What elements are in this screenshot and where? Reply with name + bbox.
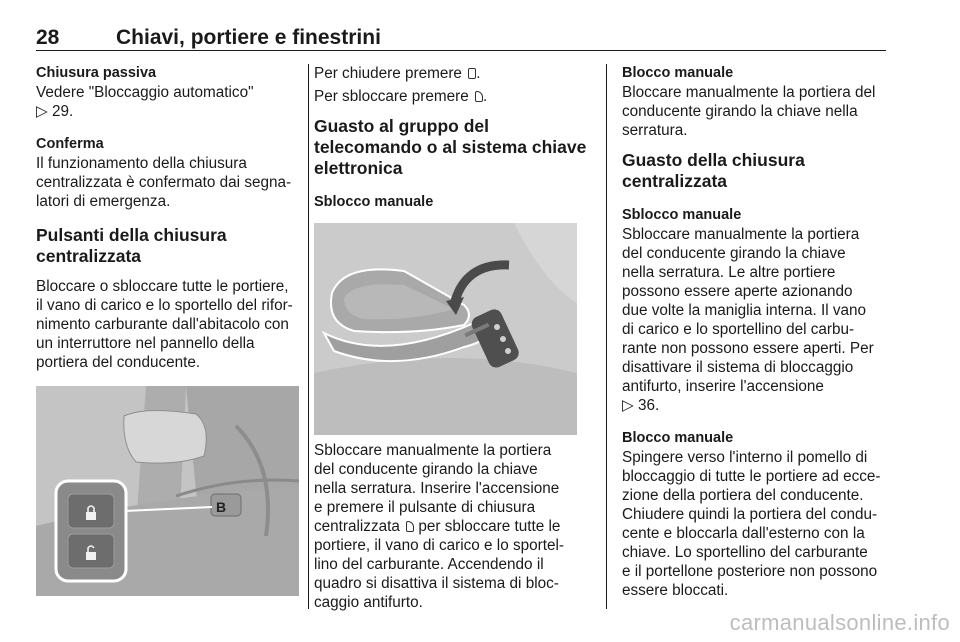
paragraph-line: del conducente girando la chiave bbox=[622, 245, 846, 262]
section-heading: Guasto al gruppo del bbox=[314, 116, 490, 136]
column-middle bbox=[314, 64, 592, 612]
page-number: 28 bbox=[36, 26, 60, 49]
paragraph-line: essere bloccati. bbox=[622, 582, 729, 599]
reference-arrow-icon: ▷ bbox=[622, 397, 634, 414]
paragraph-line: Bloccare manualmente la portiera del bbox=[622, 84, 876, 101]
paragraph-line: conducente girando la chiave nella bbox=[622, 103, 858, 120]
page-title: Chiavi, portiere e finestrini bbox=[116, 26, 381, 49]
paragraph-line: portiera del conducente. bbox=[36, 354, 201, 371]
paragraph-line: centralizzata è confermato dai segna- bbox=[36, 174, 292, 191]
paragraph-line: cente e bloccarla dall'esterno con la bbox=[622, 525, 865, 542]
section-heading: Chiusura passiva bbox=[36, 65, 157, 81]
lock-icon bbox=[468, 68, 476, 79]
figure-door-handle-key bbox=[314, 223, 577, 435]
section-heading: centralizzata bbox=[36, 246, 142, 266]
paragraph-line: ▷ 29. bbox=[36, 103, 74, 120]
paragraph-line: nella serratura. Le altre portiere bbox=[622, 264, 836, 281]
column-right bbox=[622, 64, 888, 600]
paragraph-line: un interruttore nel pannello della bbox=[36, 335, 255, 352]
paragraph-line: latori di emergenza. bbox=[36, 193, 171, 210]
reference-arrow-icon: ▷ bbox=[36, 103, 48, 120]
paragraph-line: Sbloccare manualmente la portiera bbox=[314, 442, 552, 459]
paragraph-line: Per sbloccare premere . bbox=[314, 88, 488, 105]
paragraph-line: quadro si disattiva il sistema di bloc- bbox=[314, 575, 559, 592]
paragraph-line: bloccaggio di tutte le portiere ad ecce- bbox=[622, 468, 881, 485]
paragraph-line: Bloccare o sbloccare tutte le portiere, bbox=[36, 278, 289, 295]
paragraph-line: rante non possono essere aperti. Per bbox=[622, 340, 874, 357]
paragraph-line: ▷ 36. bbox=[622, 397, 660, 414]
paragraph-line: portiere, il vano di carico e lo sportel- bbox=[314, 537, 564, 554]
paragraph-line: di carico e lo sportellino del carbu- bbox=[622, 321, 855, 338]
paragraph-line: Chiudere quindi la portiera del condu- bbox=[622, 506, 878, 523]
paragraph-line: e il portellone posteriore non possono bbox=[622, 563, 878, 580]
section-heading: Blocco manuale bbox=[622, 65, 734, 81]
column-divider bbox=[308, 64, 309, 609]
column-divider bbox=[606, 64, 607, 609]
section-heading: centralizzata bbox=[622, 171, 728, 191]
unlock-icon bbox=[406, 521, 414, 532]
paragraph-line: centralizzata per sbloccare tutte le bbox=[314, 518, 561, 535]
paragraph-line: possono essere aperte azionando bbox=[622, 283, 853, 300]
section-heading: elettronica bbox=[314, 158, 403, 178]
figure-label: B bbox=[216, 499, 227, 515]
section-heading: Guasto della chiusura bbox=[622, 150, 805, 170]
subsection-heading: Blocco manuale bbox=[622, 430, 734, 446]
paragraph-line: due volte la maniglia interna. Il vano bbox=[622, 302, 867, 319]
paragraph-line: chiave. Lo sportellino del carburante bbox=[622, 544, 868, 561]
section-heading: Pulsanti della chiusura bbox=[36, 225, 227, 245]
paragraph-line: nimento carburante dall'abitacolo con bbox=[36, 316, 289, 333]
paragraph-line: del conducente girando la chiave bbox=[314, 461, 538, 478]
paragraph-line: serratura. bbox=[622, 122, 688, 139]
column-left bbox=[36, 64, 301, 602]
subsection-heading: Sblocco manuale bbox=[314, 194, 434, 210]
paragraph-line: antifurto, inserire l'accensione bbox=[622, 378, 824, 395]
paragraph-line: disattivare il sistema di bloccaggio bbox=[622, 359, 854, 376]
paragraph-line: Vedere "Bloccaggio automatico" bbox=[36, 84, 254, 101]
paragraph-line: il vano di carico e lo sportello del rifor- bbox=[36, 297, 293, 314]
paragraph-line: zione della portiera del conducente. bbox=[622, 487, 864, 504]
paragraph-line: Spingere verso l'interno il pomello di bbox=[622, 449, 868, 466]
figure-door-switch bbox=[36, 386, 299, 596]
paragraph-line: nella serratura. Inserire l'accensione bbox=[314, 480, 560, 497]
paragraph-line: Il funzionamento della chiusura bbox=[36, 155, 247, 172]
paragraph-line: e premere il pulsante di chiusura bbox=[314, 499, 536, 516]
paragraph-line: lino del carburante. Accendendo il bbox=[314, 556, 544, 573]
paragraph-line: Sbloccare manualmente la portiera bbox=[622, 226, 860, 243]
unlock-icon bbox=[475, 91, 483, 102]
section-heading: telecomando o al sistema chiave bbox=[314, 137, 587, 157]
paragraph-line: caggio antifurto. bbox=[314, 594, 423, 611]
subsection-heading: Sblocco manuale bbox=[622, 207, 742, 223]
watermark: carmanualsonline.info bbox=[729, 610, 950, 635]
section-heading: Conferma bbox=[36, 136, 104, 152]
paragraph-line: Per chiudere premere . bbox=[314, 65, 481, 82]
page-header bbox=[36, 26, 886, 51]
